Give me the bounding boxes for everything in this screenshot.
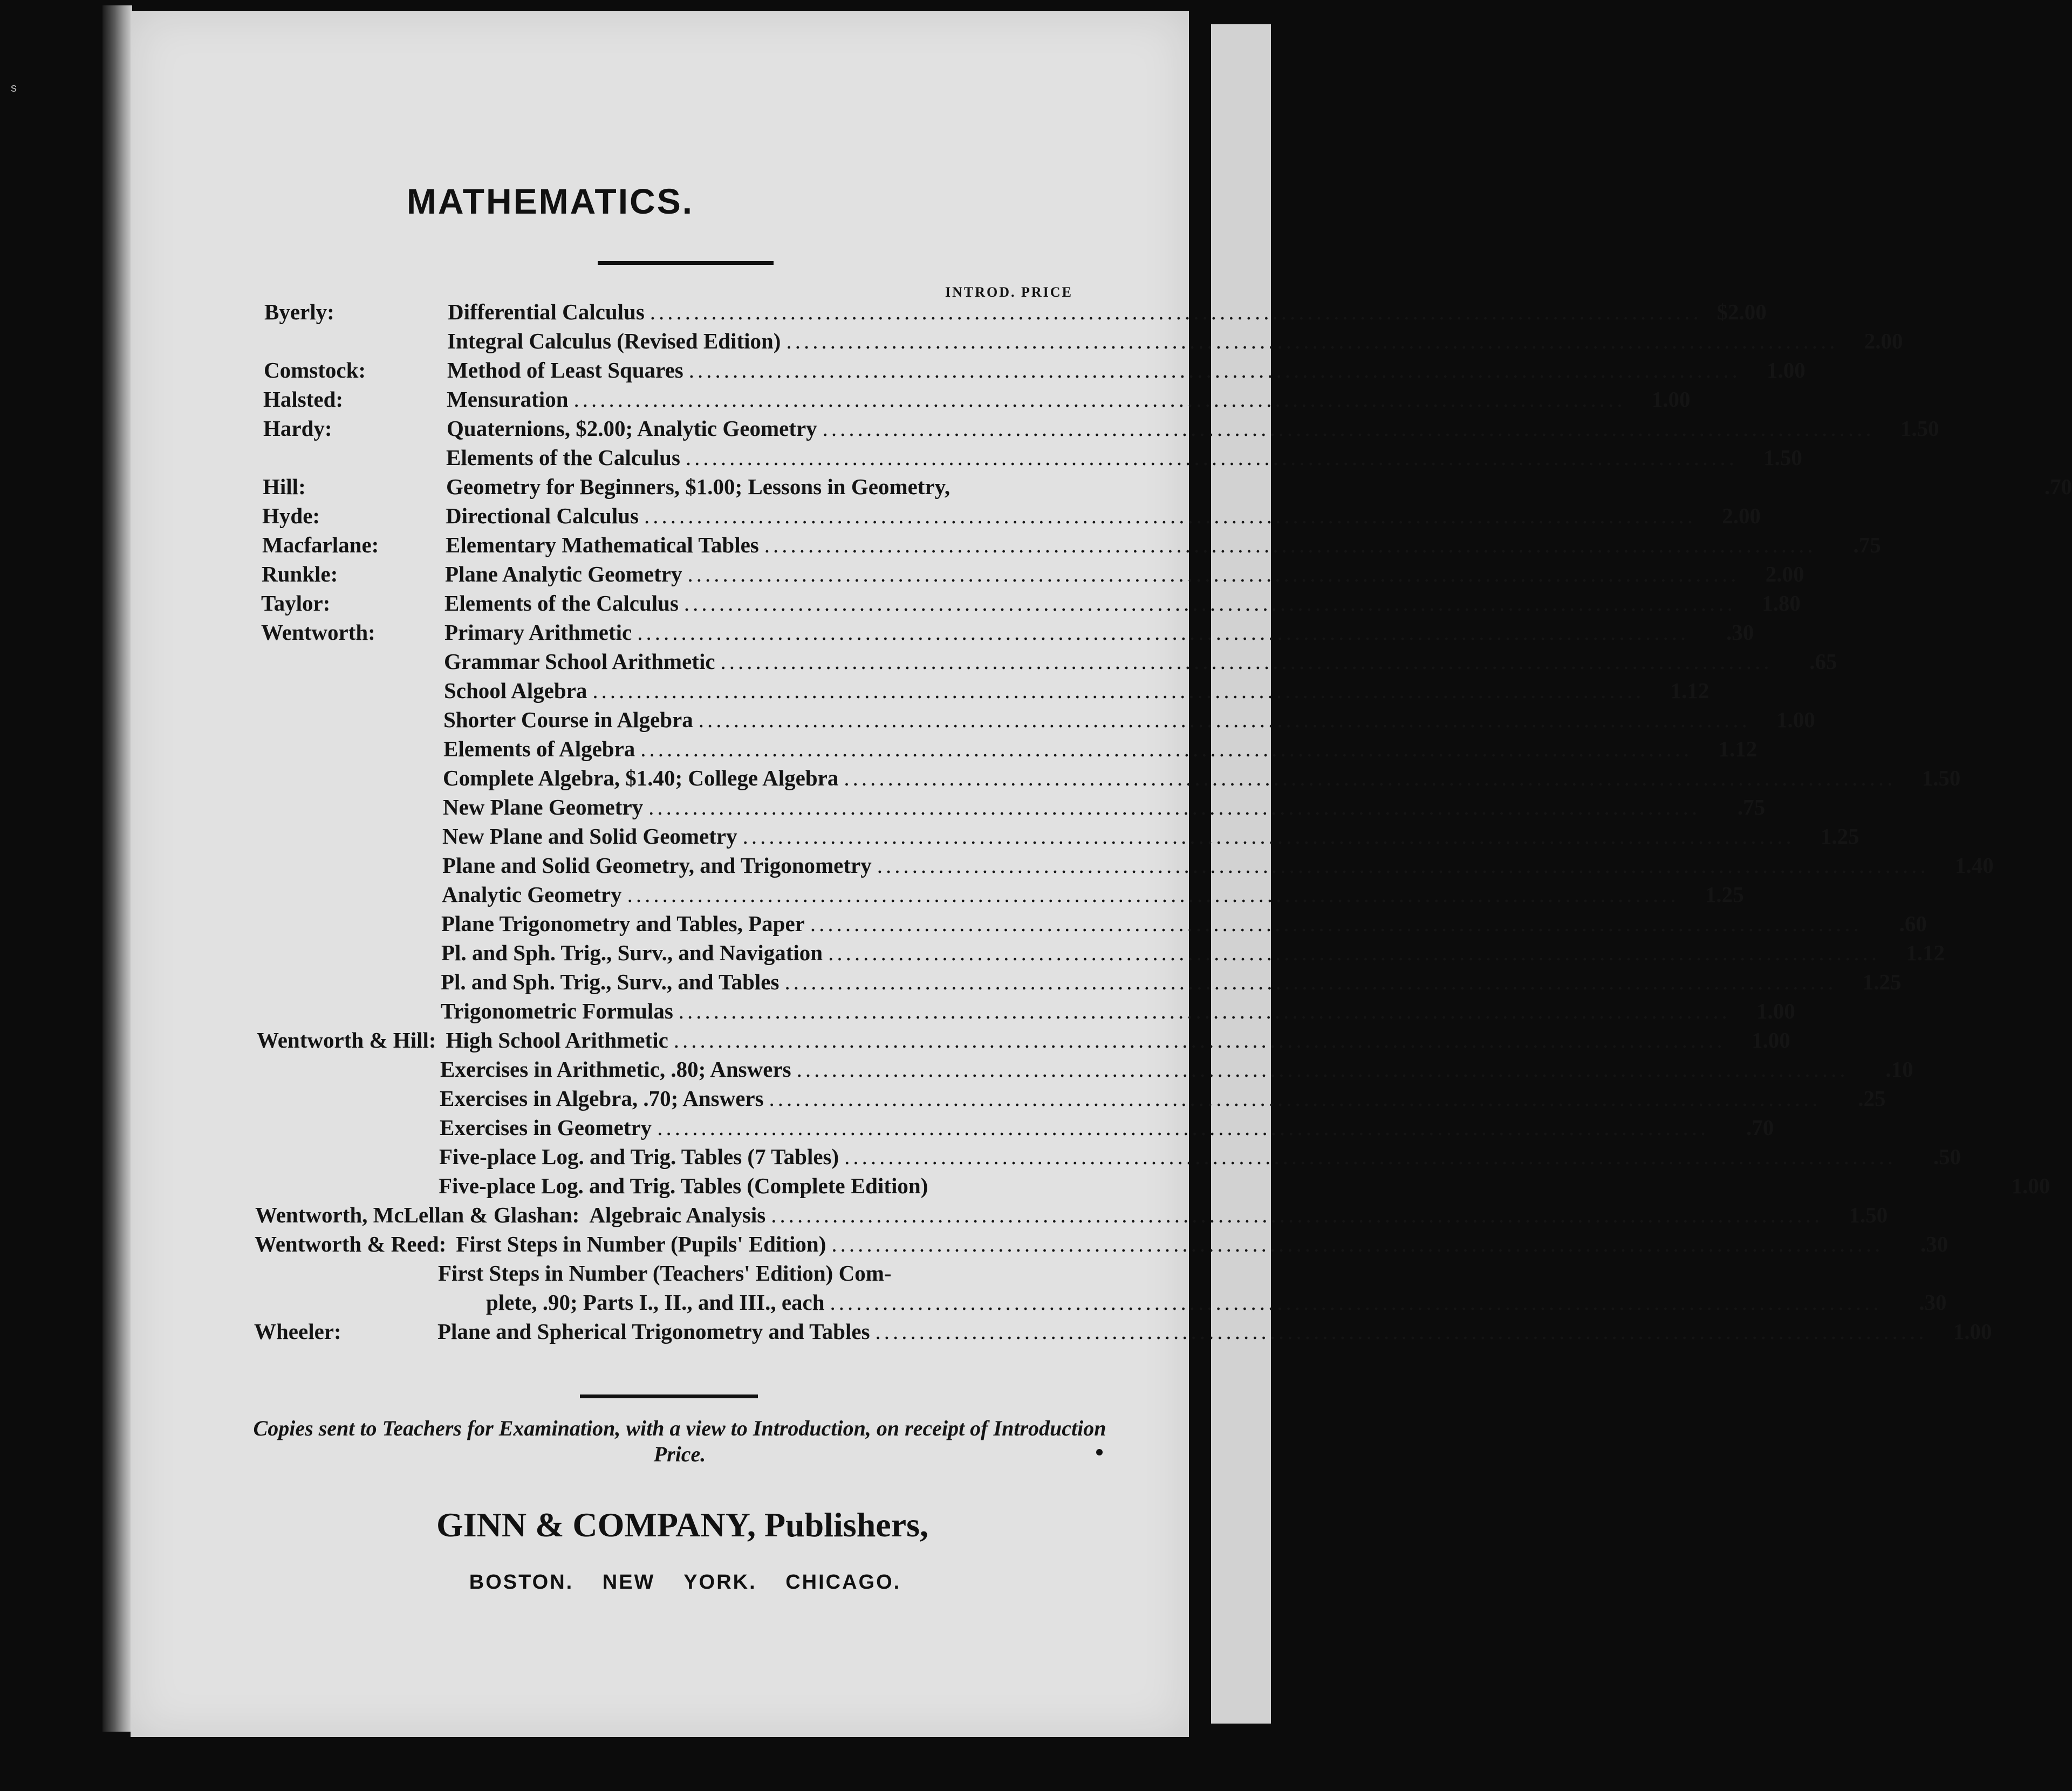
list-item	[264, 354, 1806, 383]
list-item	[261, 645, 1837, 674]
examination-note: Copies sent to Teachers for Examination, with a view to Introduction, on receipt of Introduction Price.	[253, 1416, 1106, 1466]
book-title: Pl. and Sph. Trig., Surv., and Tables	[441, 969, 779, 994]
book-price: 1.25	[1820, 824, 1859, 849]
book-title: Analytic Geometry	[442, 882, 622, 907]
list-item	[259, 849, 1994, 878]
dot-leader: ........................................................................................................................	[831, 1232, 1884, 1256]
book-title: Integral Calculus (Revised Edition)	[447, 329, 781, 353]
book-title: Elements of the Calculus	[446, 445, 680, 470]
author-name: Taylor:	[261, 591, 331, 616]
book-title: Algebraic Analysis	[589, 1202, 766, 1227]
book-price: $2.00	[1717, 299, 1767, 324]
list-item	[257, 995, 1795, 1024]
publisher-name: GINN & COMPANY, Publishers,	[436, 1506, 929, 1544]
book-price: 2.00	[1765, 562, 1804, 586]
list-item	[258, 878, 1744, 907]
book-price: .65	[1809, 649, 1837, 674]
publisher-cities: BOSTON. NEW YORK. CHICAGO.	[469, 1571, 901, 1594]
list-item	[263, 383, 1691, 412]
list-item	[263, 470, 2072, 500]
dot-leader: ........................................................................................................................	[698, 707, 1750, 732]
book-price: 1.00	[1776, 707, 1815, 732]
book-price: 1.40	[1954, 853, 1994, 878]
dot-leader: ........................................................................................................................	[678, 999, 1731, 1023]
book-title: Elements of the Calculus	[445, 591, 679, 616]
book-title: Geometry for Beginners, $1.00; Lessons in Geometry,	[446, 474, 950, 499]
dot-leader: ........................................................................................................................	[769, 1086, 1821, 1111]
list-item	[263, 412, 1939, 441]
book-price: 1.12	[1718, 736, 1758, 761]
book-title: Method of Least Squares	[447, 358, 683, 382]
list-item	[260, 703, 1815, 733]
list-item	[256, 1140, 1961, 1170]
list-item	[258, 936, 1945, 966]
author-name: Wheeler:	[254, 1319, 341, 1344]
dot-leader: ........................................................................................................................	[649, 299, 1702, 324]
list-item	[262, 500, 1761, 529]
title-rule	[598, 261, 774, 265]
dot-leader: ........................................................................................................................	[786, 329, 1838, 353]
book-price: 1.80	[1762, 591, 1801, 616]
book-price: 1.50	[1900, 416, 1939, 441]
dot-leader: ........................................................................................................................	[644, 503, 1696, 528]
list-item	[257, 1053, 1913, 1082]
book-price: .10	[1885, 1057, 1913, 1082]
list-item	[264, 296, 1767, 325]
list-item	[259, 791, 1766, 820]
book-price: .75	[1737, 795, 1766, 819]
dot-leader: ........................................................................................................................	[657, 1115, 1709, 1140]
list-item	[264, 325, 1903, 354]
list-item	[259, 820, 1859, 849]
book-title: Exercises in Arithmetic, .80; Answers	[440, 1057, 791, 1082]
book-title: First Steps in Number (Teachers' Edition) Com-	[438, 1261, 892, 1286]
author-name: Wentworth & Hill:	[257, 1028, 436, 1052]
book-title: Plane Trigonometry and Tables, Paper	[441, 911, 805, 936]
book-price: .60	[1899, 911, 1927, 936]
author-name: Hyde:	[262, 503, 320, 528]
dot-leader: ........................................................................................................................	[828, 940, 1880, 965]
book-price: 1.00	[1752, 1028, 1790, 1052]
author-name: Macfarlane:	[262, 532, 379, 557]
price-column-heading: INTROD. PRICE	[945, 284, 1073, 300]
book-title: First Steps in Number (Pupils' Edition)	[456, 1232, 826, 1256]
dot-leader: ........................................................................................................................	[742, 824, 1795, 849]
dot-leader: ........................................................................................................................	[844, 1144, 1897, 1169]
dot-leader: ........................................................................................................................	[720, 649, 1773, 674]
list-item	[255, 1228, 1948, 1257]
book-price: 1.25	[1862, 969, 1902, 994]
list-item	[261, 587, 1801, 616]
book-title: Differential Calculus	[448, 299, 645, 324]
book-price: .30	[1920, 1232, 1948, 1256]
book-title: Five-place Log. and Trig. Tables (7 Tables)	[439, 1144, 839, 1169]
dot-leader: ........................................................................................................................	[573, 387, 1626, 412]
author-name: Byerly:	[264, 299, 334, 324]
margin-mark: s	[11, 81, 17, 94]
book-title: Plane and Solid Geometry, and Trigonometry	[442, 853, 872, 878]
book-title: Complete Algebra, $1.40; College Algebra	[443, 765, 839, 790]
book-price: 1.50	[1849, 1202, 1888, 1227]
book-title: Primary Arithmetic	[445, 620, 632, 645]
list-item	[255, 1170, 2050, 1199]
book-list	[254, 296, 2072, 1344]
list-item	[255, 1257, 1096, 1286]
author-name: Wentworth, McLellan & Glashan:	[255, 1202, 580, 1227]
dot-leader: ........................................................................................................................	[688, 358, 1741, 382]
author-name: Runkle:	[262, 562, 338, 586]
list-item	[254, 1286, 1947, 1315]
book-title: Plane and Spherical Trigonometry and Tables	[437, 1319, 870, 1344]
book-price: 1.00	[2011, 1173, 2050, 1198]
book-price: 1.50	[1921, 765, 1961, 790]
list-item	[263, 441, 1802, 470]
book-price: 1.00	[1953, 1319, 1992, 1344]
list-item	[254, 1315, 1992, 1344]
dot-leader: ........................................................................................................................	[687, 562, 1740, 586]
author-name: Comstock:	[264, 358, 366, 382]
book-price: .25	[1858, 1086, 1886, 1111]
author-name: Hardy:	[263, 416, 332, 441]
book-title: Elements of Algebra	[443, 736, 635, 761]
book-title: New Plane and Solid Geometry	[442, 824, 737, 849]
list-item	[258, 907, 1927, 936]
book-title: High School Arithmetic	[446, 1028, 668, 1052]
book-price: .50	[1933, 1144, 1961, 1169]
page-title: MATHEMATICS.	[406, 181, 694, 221]
dot-leader: ........................................................................................................................	[764, 532, 1816, 557]
book-title: Elementary Mathematical Tables	[446, 532, 759, 557]
list-item	[259, 762, 1961, 791]
book-title: Grammar School Arithmetic	[444, 649, 715, 674]
dot-leader: ........................................................................................................................	[683, 591, 1736, 616]
book-price: 1.00	[1651, 387, 1691, 412]
book-title: Five-place Log. and Trig. Tables (Complete Edition)	[439, 1173, 928, 1198]
book-title: School Algebra	[444, 678, 587, 703]
list-item	[257, 1024, 1790, 1053]
list-item	[255, 1199, 1888, 1228]
dot-leader: ........................................................................................................................	[796, 1057, 1849, 1082]
list-item	[256, 1111, 1774, 1140]
page-edge-shadow	[102, 5, 132, 1732]
footer-rule	[580, 1394, 758, 1398]
book-title: Mensuration	[447, 387, 569, 412]
dot-leader: ........................................................................................................................	[627, 882, 1679, 907]
book-title: Quaternions, $2.00; Analytic Geometry	[447, 416, 817, 441]
book-title: plete, .90; Parts I., II., and III., each	[486, 1290, 825, 1315]
book-title: Plane Analytic Geometry	[445, 562, 682, 586]
book-price: 1.50	[1763, 445, 1802, 470]
book-price: .30	[1726, 620, 1754, 645]
list-item	[261, 616, 1754, 645]
book-title: Trigonometric Formulas	[441, 999, 673, 1023]
book-price: .75	[1853, 532, 1881, 557]
book-title: Pl. and Sph. Trig., Surv., and Navigation	[441, 940, 823, 965]
list-item	[256, 1082, 1886, 1111]
dot-leader: ........................................................................................................................	[810, 911, 1862, 936]
dot-leader: ........................................................................................................................	[592, 678, 1645, 703]
book-price: .70	[1746, 1115, 1774, 1140]
dot-leader: ........................................................................................................................	[822, 416, 1875, 441]
dot-leader: ........................................................................................................................	[637, 620, 1690, 645]
book-price: 2.00	[1864, 329, 1903, 353]
book-title: Shorter Course in Algebra	[443, 707, 693, 732]
book-price: 1.25	[1705, 882, 1744, 907]
list-item	[262, 529, 1881, 558]
dot-leader: ........................................................................................................................	[877, 853, 1929, 878]
author-name: Wentworth:	[261, 620, 375, 645]
book-title: Directional Calculus	[446, 503, 639, 528]
list-item	[260, 733, 1758, 762]
dot-leader: ........................................................................................................................	[771, 1202, 1823, 1227]
author-name: Hill:	[263, 474, 306, 499]
dot-leader: ........................................................................................................................	[844, 765, 1896, 790]
list-item	[262, 558, 1804, 587]
dot-leader: ........................................................................................................................	[875, 1319, 1927, 1344]
dot-leader: ........................................................................................................................	[640, 736, 1693, 761]
book-price: 1.00	[1756, 999, 1795, 1023]
author-name: Halsted:	[263, 387, 344, 412]
dot-leader: ........................................................................................................................	[830, 1290, 1882, 1315]
book-price: .30	[1919, 1290, 1947, 1315]
list-item	[261, 674, 1709, 703]
author-name: Wentworth & Reed:	[255, 1232, 447, 1256]
book-title: Exercises in Geometry	[440, 1115, 652, 1140]
book-price: 1.12	[1906, 940, 1945, 965]
book-price: 1.12	[1670, 678, 1709, 703]
dot-leader: ........................................................................................................................	[648, 795, 1701, 819]
dot-leader: ........................................................................................................................	[784, 969, 1837, 994]
dot-leader: ........................................................................................................................	[685, 445, 1738, 470]
list-item	[257, 966, 1902, 995]
book-title: New Plane Geometry	[443, 795, 644, 819]
ink-dot	[1096, 1449, 1103, 1455]
book-title: Exercises in Algebra, .70; Answers	[440, 1086, 764, 1111]
book-price: .70	[2044, 474, 2072, 499]
book-price: 1.00	[1766, 358, 1806, 382]
dot-leader: ........................................................................................................................	[673, 1028, 1726, 1052]
book-price: 2.00	[1722, 503, 1761, 528]
